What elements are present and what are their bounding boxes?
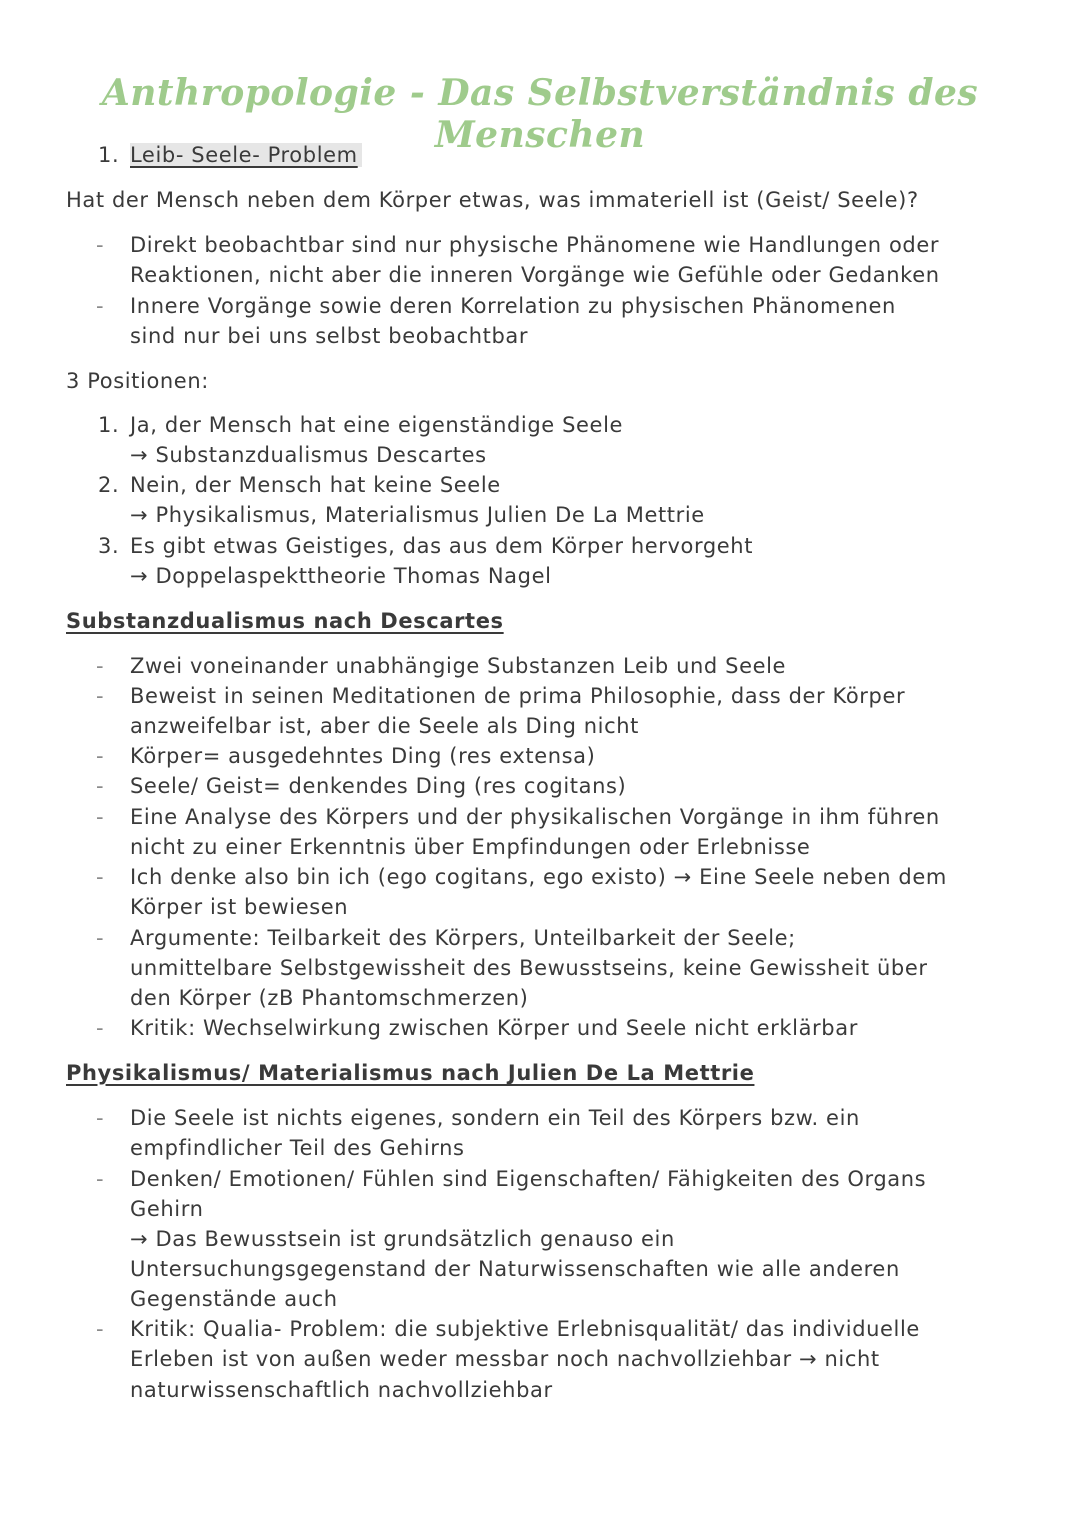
bullet-line: Die Seele ist nichts eigenes, sondern ein Teil des Körpers bzw. ein — [130, 1106, 860, 1130]
bullet-line: → Das Bewusstsein ist grundsätzlich genauso ein — [130, 1227, 675, 1251]
bullet-line: den Körper (zB Phantomschmerzen) — [130, 986, 529, 1010]
bullet-line: Gehirn — [130, 1197, 204, 1221]
bullet-dash: - — [96, 926, 105, 950]
bullet-line: sind nur bei uns selbst beobachtbar — [130, 324, 529, 348]
position-sub: → Physikalismus, Materialismus Julien De La Mettrie — [130, 503, 705, 527]
bullet-line: anzweifelbar ist, aber die Seele als Ding nicht — [130, 714, 640, 738]
bullet-dash: - — [96, 1016, 105, 1040]
position-text: Ja, der Mensch hat eine eigenständige Seele — [130, 413, 624, 437]
bullet-dash: - — [96, 654, 105, 678]
bullet-line: Denken/ Emotionen/ Fühlen sind Eigenschaften/ Fähigkeiten des Organs — [130, 1167, 927, 1191]
section-heading-materialismus: Physikalismus/ Materialismus nach Julien De La Mettrie — [66, 1061, 755, 1085]
bullet-dash: - — [96, 805, 105, 829]
bullet-line: Kritik: Qualia- Problem: die subjektive Erlebnisqualität/ das individuelle — [130, 1317, 920, 1341]
bullet-line: Beweist in seinen Meditationen de prima Philosophie, dass der Körper — [130, 684, 906, 708]
bullet-line: Untersuchungsgegenstand der Naturwissenschaften wie alle anderen — [130, 1257, 900, 1281]
bullet-line: Erleben ist von außen weder messbar noch nachvollziehbar → nicht — [130, 1347, 880, 1371]
bullet-line: Argumente: Teilbarkeit des Körpers, Unteilbarkeit der Seele; — [130, 926, 796, 950]
bullet-line: Kritik: Wechselwirkung zwischen Körper und Seele nicht erklärbar — [130, 1016, 858, 1040]
bullet-dash: - — [96, 294, 105, 318]
section-number: 1. — [98, 143, 120, 167]
bullet-line: Reaktionen, nicht aber die inneren Vorgänge wie Gefühle oder Gedanken — [130, 263, 940, 287]
bullet-line: Eine Analyse des Körpers und der physikalischen Vorgänge in ihm führen — [130, 805, 940, 829]
position-number: 2. — [98, 473, 120, 497]
bullet-line: naturwissenschaftlich nachvollziehbar — [130, 1378, 553, 1402]
bullet-dash: - — [96, 865, 105, 889]
bullet-line: empfindlicher Teil des Gehirns — [130, 1136, 465, 1160]
bullet-dash: - — [96, 774, 105, 798]
position-number: 3. — [98, 534, 120, 558]
bullet-line: Seele/ Geist= denkendes Ding (res cogitans) — [130, 774, 627, 798]
bullet-dash: - — [96, 233, 105, 257]
section-heading-leib-seele — [130, 140, 362, 170]
bullet-line: Ich denke also bin ich (ego cogitans, ego existo) → Eine Seele neben dem — [130, 865, 947, 889]
section-heading-descartes: Substanzdualismus nach Descartes — [66, 609, 504, 633]
bullet-line: Körper= ausgedehntes Ding (res extensa) — [130, 744, 596, 768]
position-sub: → Doppelaspekttheorie Thomas Nagel — [130, 564, 552, 588]
position-sub: → Substanzdualismus Descartes — [130, 443, 487, 467]
page-title: Anthropologie - Das Selbstverständnis des Menschen — [101, 72, 979, 156]
bullet-line: unmittelbare Selbstgewissheit des Bewusstseins, keine Gewissheit über — [130, 956, 928, 980]
bullet-line: Zwei voneinander unabhängige Substanzen Leib und Seele — [130, 654, 787, 678]
positions-label: 3 Positionen: — [66, 369, 209, 393]
bullet-line: nicht zu einer Erkenntnis über Empfindungen oder Erlebnisse — [130, 835, 811, 859]
bullet-dash: - — [96, 1106, 105, 1130]
position-text: Es gibt etwas Geistiges, das aus dem Körper hervorgeht — [130, 534, 754, 558]
position-number: 1. — [98, 413, 120, 437]
bullet-dash: - — [96, 684, 105, 708]
bullet-line: Gegenstände auch — [130, 1287, 338, 1311]
bullet-dash: - — [96, 744, 105, 768]
bullet-dash: - — [96, 1167, 105, 1191]
section-heading-text: Leib- Seele- Problem — [130, 143, 362, 167]
bullet-line: Direkt beobachtbar sind nur physische Phänomene wie Handlungen oder — [130, 233, 940, 257]
bullet-dash: - — [96, 1317, 105, 1341]
question-text: Hat der Mensch neben dem Körper etwas, was immateriell ist (Geist/ Seele)? — [66, 188, 919, 212]
bullet-line: Körper ist bewiesen — [130, 895, 349, 919]
bullet-line: Innere Vorgänge sowie deren Korrelation zu physischen Phänomenen — [130, 294, 896, 318]
position-text: Nein, der Mensch hat keine Seele — [130, 473, 501, 497]
